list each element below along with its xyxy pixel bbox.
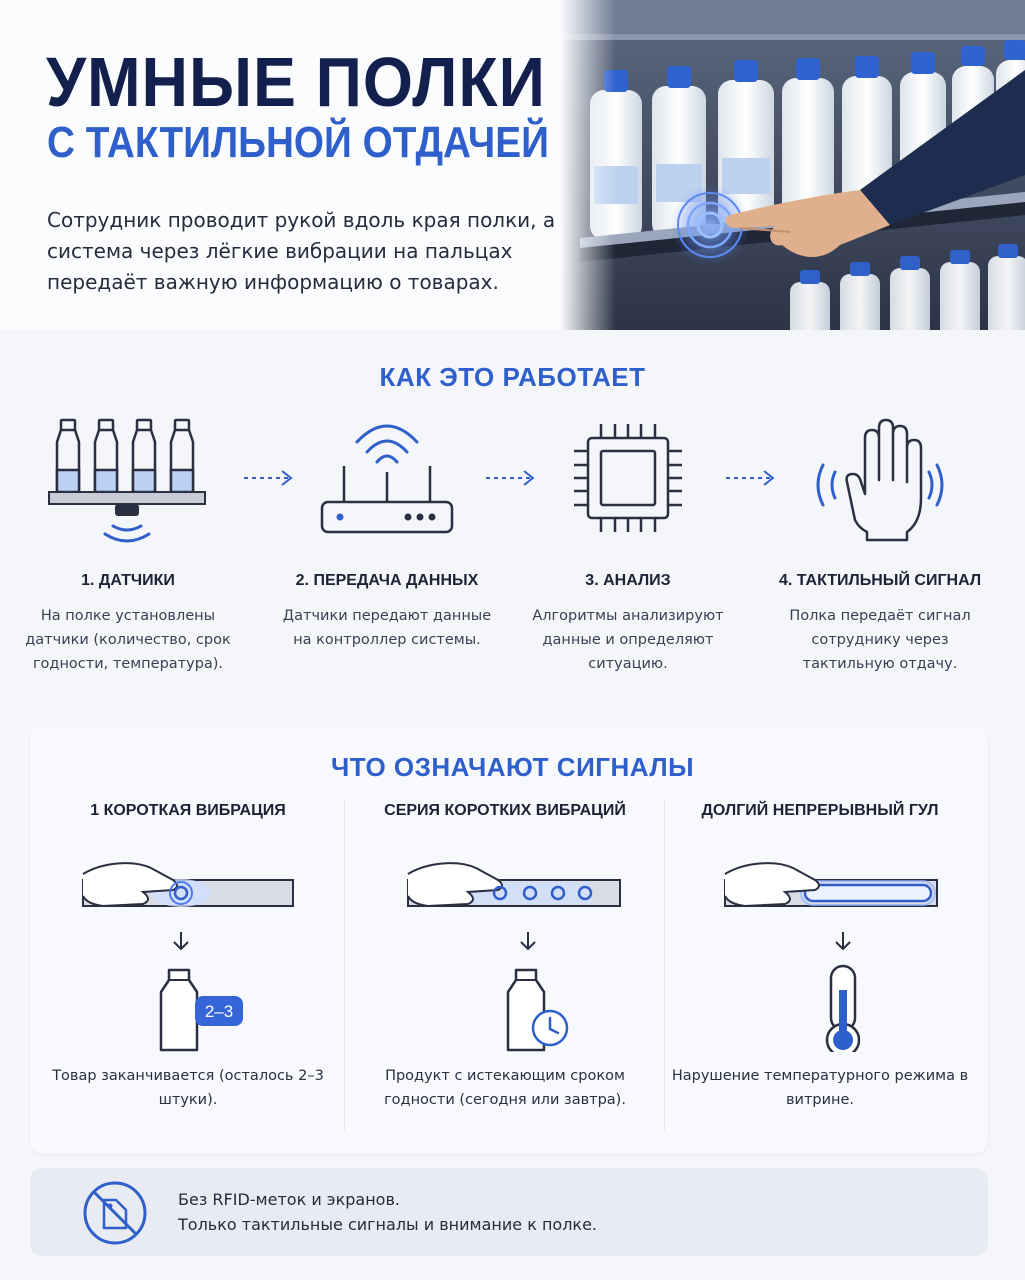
step-data-transfer <box>267 410 507 648</box>
signals-title: ЧТО ОЗНАЧАЮТ СИГНАЛЫ <box>330 752 695 782</box>
no-rfid-tag-icon <box>80 1178 150 1248</box>
signal-short-vibration <box>38 802 338 1108</box>
step-title: 2. ПЕРЕДАЧА ДАННЫХ <box>295 572 479 589</box>
step-sensors <box>8 410 248 672</box>
signal-title: СЕРИЯ КОРОТКИХ ВИБРАЦИЙ <box>384 802 626 819</box>
signal-long-hum <box>670 802 970 1108</box>
hand-single-pulse-icon <box>73 852 303 1052</box>
signal-title: 1 КОРОТКАЯ ВИБРАЦИЯ <box>90 802 286 819</box>
how-it-works-title: КАК ЭТО РАБОТАЕТ <box>379 362 646 392</box>
step-title: 1. ДАТЧИКИ <box>81 572 175 589</box>
step-title: 4. ТАКТИЛЬНЫЙ СИГНАЛ <box>778 572 982 589</box>
signal-series-vibrations <box>355 802 655 1108</box>
divider <box>664 800 665 1130</box>
signal-text: Нарушение температурного режима в витрине. <box>671 1068 969 1108</box>
divider <box>344 800 345 1130</box>
signal-text: Товар заканчивается (осталось 2–3 штуки). <box>52 1068 324 1108</box>
signal-text: Продукт с истекающим сроком годности (сегодня или завтра). <box>384 1068 626 1108</box>
hero-description: Сотрудник проводит рукой вдоль края полки, а система через лёгкие вибрации на пальцах передаёт важную информацию о товарах. <box>47 208 556 294</box>
step-title: 3. АНАЛИЗ <box>585 572 671 589</box>
note-banner <box>30 1168 988 1256</box>
shelf-photo <box>560 0 1025 330</box>
hero-section <box>0 0 1025 330</box>
chip-icon <box>543 410 713 560</box>
count-badge: 2–3 <box>204 1002 234 1021</box>
step-text: Полка передаёт сигнал сотруднику через тактильную отдачу. <box>789 608 971 672</box>
step-text: На полке установлены датчики (количество, срок годности, температура). <box>25 608 231 672</box>
step-tactile-signal <box>760 410 1000 672</box>
note-line-2: Только тактильные сигналы и внимание к полке. <box>178 1215 598 1234</box>
shelf-sensor-icon <box>43 410 213 560</box>
page-subtitle: С ТАКТИЛЬНОЙ ОТДАЧЕЙ <box>47 118 549 167</box>
note-line-1: Без RFID-меток и экранов. <box>178 1190 400 1209</box>
step-analysis <box>508 410 748 672</box>
signal-title: ДОЛГИЙ НЕПРЕРЫВНЫЙ ГУЛ <box>701 802 939 819</box>
hand-long-pulse-icon <box>695 852 945 1052</box>
hand-multi-pulse-icon <box>380 852 630 1052</box>
page-title: УМНЫЕ ПОЛКИ <box>46 43 546 121</box>
vibrating-hand-icon <box>795 410 965 560</box>
step-text: Датчики передают данные на контроллер системы. <box>282 608 492 648</box>
router-icon <box>302 410 472 560</box>
step-text: Алгоритмы анализируют данные и определяют ситуацию. <box>532 608 724 672</box>
